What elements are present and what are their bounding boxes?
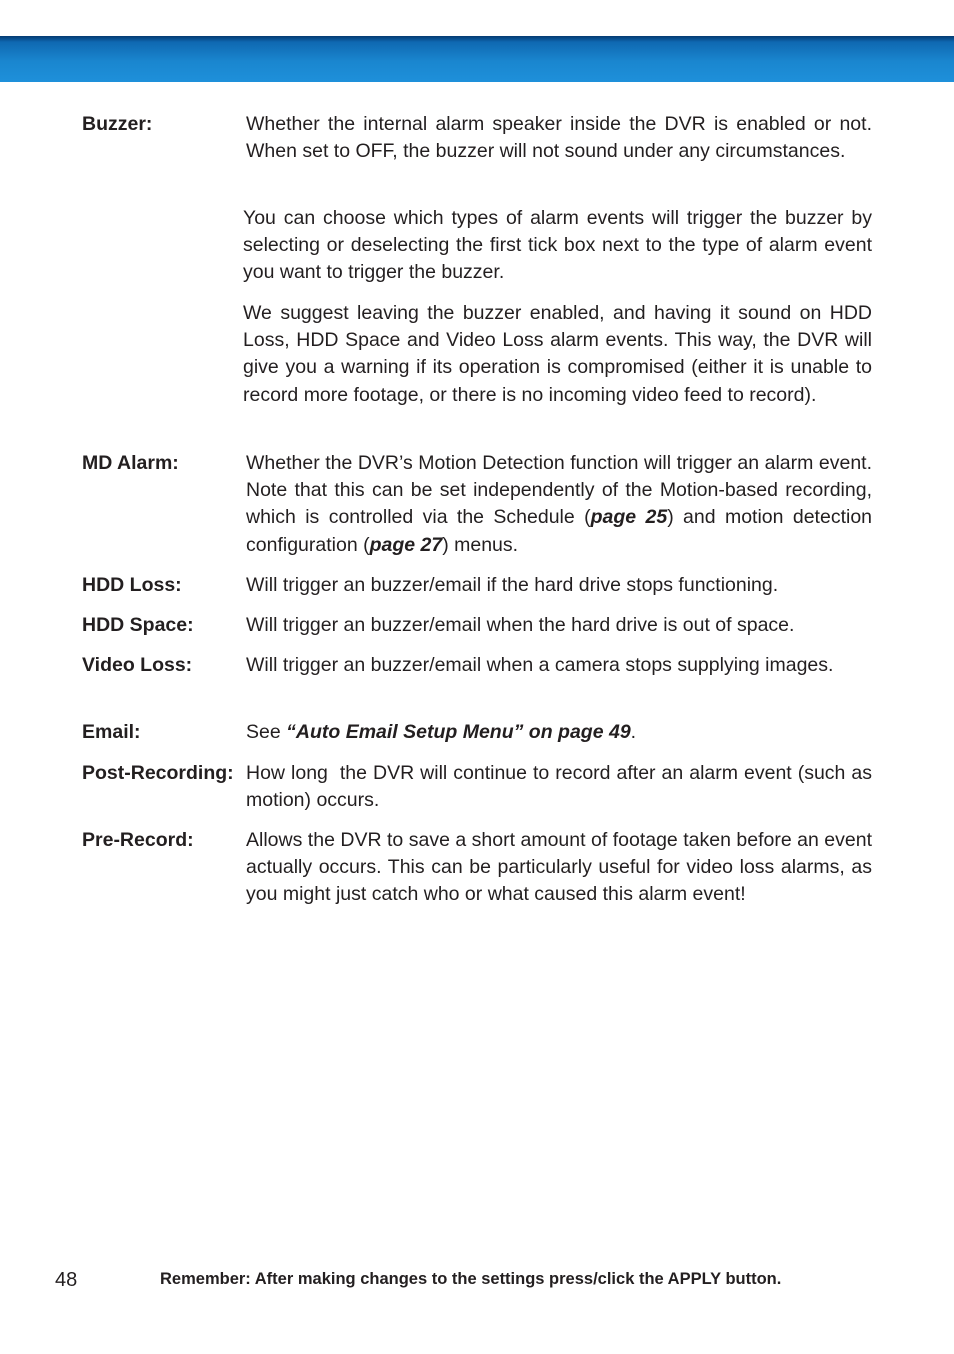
footer-note: Remember: After making changes to the settings press/click the APPLY button. <box>160 1270 782 1288</box>
md-alarm-text-b: ) and motion detection configuration ( <box>246 506 873 556</box>
post-recording-description <box>246 760 878 814</box>
md-alarm-description <box>246 450 872 559</box>
hdd-loss-text: Will trigger an buzzer/email if the hard drive stops functioning. <box>246 574 779 596</box>
term-pre-record: Pre-Record: <box>82 829 194 851</box>
md-alarm-paragraph <box>246 450 872 559</box>
email-text-b: . <box>630 721 637 743</box>
hdd-space-text: Will trigger an buzzer/email when the hard drive is out of space. <box>246 614 795 636</box>
header-bar-shade <box>0 36 954 42</box>
md-alarm-text-c: ) menus. <box>442 533 519 556</box>
buzzer-description-1 <box>246 111 872 165</box>
term-md-alarm: MD Alarm: <box>82 452 179 474</box>
hdd-loss-description <box>246 572 872 599</box>
page-reference-schedule[interactable]: page 25 <box>590 506 668 529</box>
email-text-a: See <box>246 721 287 743</box>
hdd-space-description <box>246 612 872 639</box>
buzzer-description-3 <box>243 300 872 409</box>
term-hdd-space: HDD Space: <box>82 614 194 636</box>
email-paragraph <box>246 719 872 746</box>
pre-record-description <box>246 827 872 909</box>
email-description <box>246 719 872 746</box>
header-bar <box>0 36 954 82</box>
buzzer-paragraph-1: Whether the internal alarm speaker inside the DVR is enabled or not. When set to OFF, the buzzer will not sound under any circumstances. <box>246 113 872 163</box>
term-post-recording: Post-Recording: <box>82 762 234 784</box>
video-loss-text: Will trigger an buzzer/email when a camera stops supplying images. <box>246 654 834 676</box>
buzzer-paragraph-3: We suggest leaving the buzzer enabled, and having it sound on HDD Loss, HDD Space and Video Loss alarm events. This way, the DVR will give you a warning if its operation is compromised (either it is unable to record more footage, or there is no incoming video feed to record). <box>243 302 872 406</box>
md-alarm-text-a: Whether the DVR’s Motion Detection function will trigger an alarm event. Note that this can be set independently of the Motion-based recording, which is controlled via the Schedule ( <box>246 452 872 529</box>
buzzer-paragraph-2: You can choose which types of alarm events will trigger the buzzer by selecting or deselecting the first tick box next to the type of alarm event you want to trigger the buzzer. <box>243 207 872 284</box>
post-recording-text: How long the DVR will continue to record after an alarm event (such as motion) occurs. <box>246 762 878 812</box>
page-number: 48 <box>55 1269 78 1291</box>
page-reference-email-setup[interactable]: “Auto Email Setup Menu” on page 49 <box>286 721 631 743</box>
term-video-loss: Video Loss: <box>82 654 193 676</box>
pre-record-text: Allows the DVR to save a short amount of footage taken before an event actually occurs. This can be particularly useful for video loss alarms, as you might just catch who or what caused this alarm event! <box>246 829 872 906</box>
term-email: Email: <box>82 721 141 743</box>
video-loss-description <box>246 652 872 679</box>
buzzer-description-2 <box>243 205 872 287</box>
term-hdd-loss: HDD Loss: <box>82 574 182 596</box>
term-buzzer: Buzzer: <box>82 113 153 135</box>
page-reference-motion[interactable]: page 27 <box>369 533 443 556</box>
